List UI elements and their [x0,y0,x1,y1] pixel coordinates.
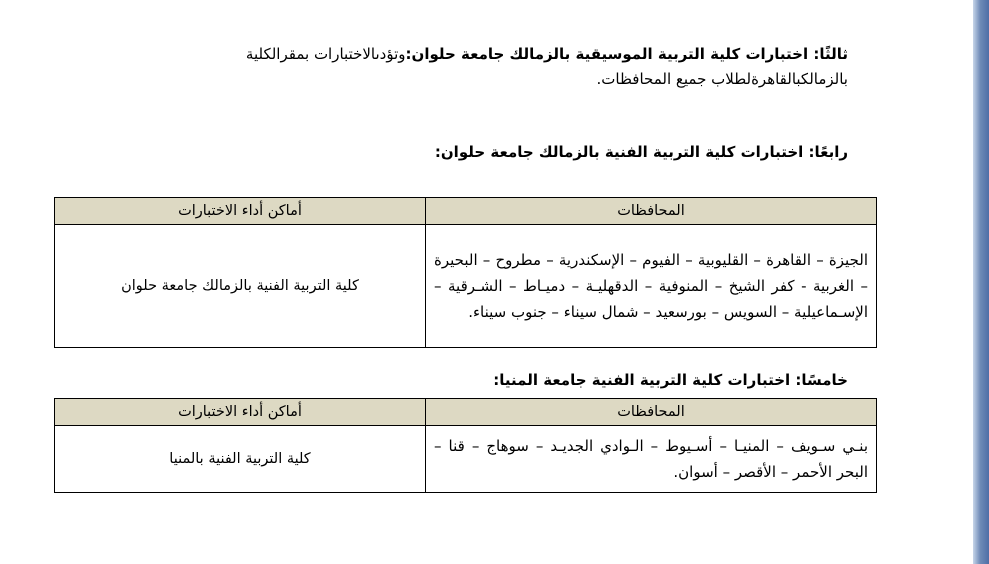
table-header-row [55,399,877,426]
table-header-row [55,198,877,225]
table-row [55,225,877,348]
governorates-header: المحافظات [426,198,877,225]
places-header: أماكن أداء الاختبارات [55,399,426,426]
section-3-heading: ثالثًا: اختبارات كلية التربية الموسيقية بالزمالك جامعة حلوان: [405,45,848,63]
section-3-paragraph [168,42,848,92]
place-cell: كلية التربية الفنية بالزمالك جامعة حلوان [55,225,426,348]
window-edge-strip [973,0,989,564]
table-row [55,426,877,493]
governorates-header: المحافظات [426,399,877,426]
minya-art-education-table [54,398,877,493]
section-5-heading: خامسًا: اختبارات كلية التربية الفنية جامعة المنيا: [493,371,848,389]
section-3-text: وتؤدىالاختبارات بمقرالكلية بالزمالكبالقاهرةلطلاب جميع المحافظات. [245,45,848,88]
place-cell: كلية التربية الفنية بالمنيا [55,426,426,493]
places-header: أماكن أداء الاختبارات [55,198,426,225]
governorates-cell: بنـي سـويف – المنيـا – أسـيوط – الـوادي الجديـد – سوهاج – قنا – البحر الأحمر – الأقصر – أسوان. [426,426,877,493]
section-4-heading: رابعًا: اختبارات كلية التربية الفنية بالزمالك جامعة حلوان: [434,143,848,161]
helwan-art-education-table [54,197,877,348]
governorates-cell: الجيزة – القاهرة – القليوبية – الفيوم – الإسكندرية – مطروح – البحيرة – الغربية - كفر الشيخ – المنوفية – الدقهليـة – دميـاط – الشـرقية – الإسـماعيلية – السويس – بورسعيد – شمال سيناء – جنوب سيناء. [426,225,877,348]
